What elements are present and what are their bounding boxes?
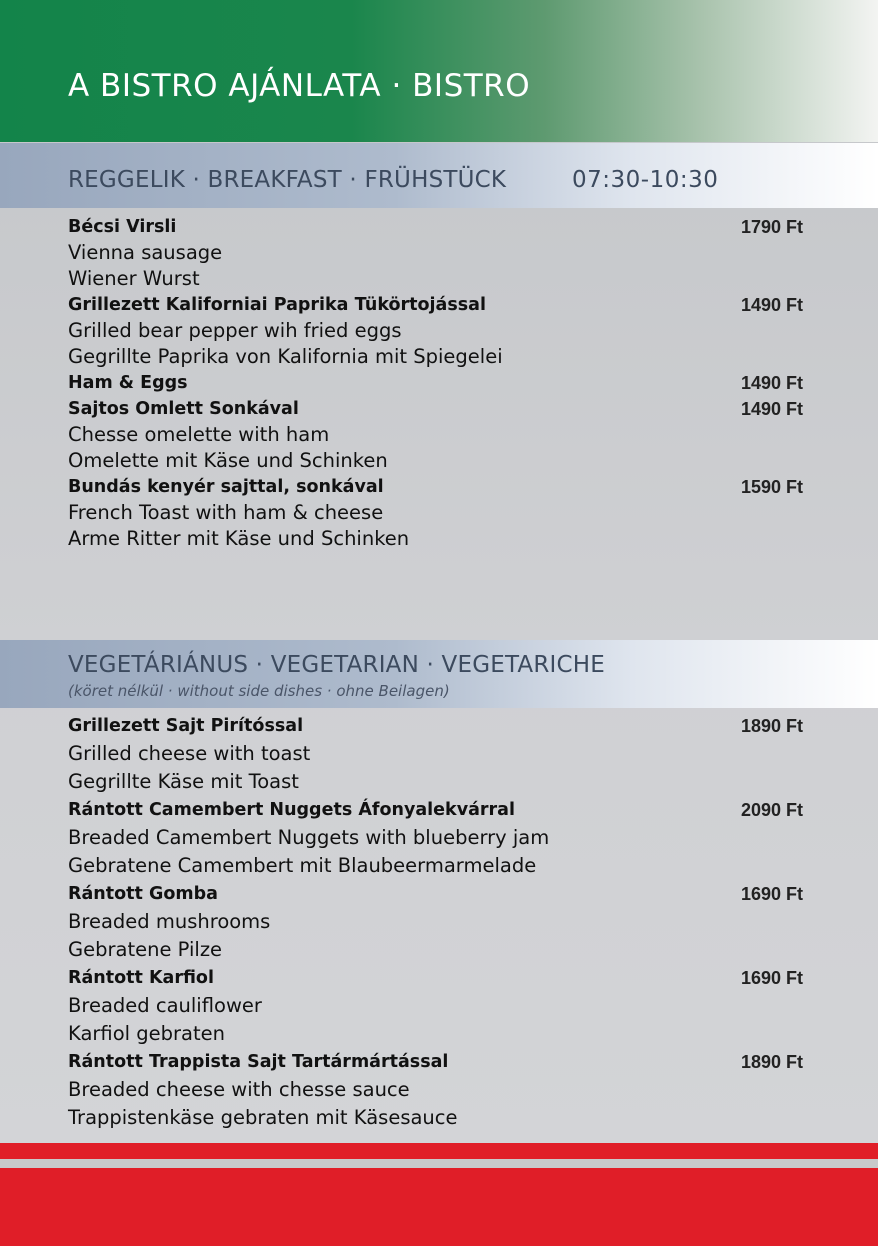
item-name: Rántott Karfiol <box>68 968 214 988</box>
item-name: Grillezett Sajt Pirítóssal <box>68 716 304 736</box>
item-price: 1690 Ft <box>741 884 804 904</box>
item-german: Wiener Wurst <box>68 267 200 290</box>
item-german: Gebratene Pilze <box>68 938 223 961</box>
item-german: Gegrillte Käse mit Toast <box>68 770 299 793</box>
item-price: 1890 Ft <box>741 716 804 736</box>
menu-item <box>68 712 828 796</box>
item-english: Grilled cheese with toast <box>68 742 311 765</box>
item-german: Trappistenkäse gebraten mit Käsesauce <box>68 1106 458 1129</box>
item-german: Omelette mit Käse und Schinken <box>68 449 388 472</box>
item-english: Vienna sausage <box>68 241 223 264</box>
footer-gray-stripe <box>0 1159 878 1168</box>
item-name: Rántott Gomba <box>68 884 218 904</box>
item-name: Rántott Trappista Sajt Tartármártással <box>68 1052 449 1072</box>
menu-item <box>68 1048 828 1132</box>
header-banner <box>0 0 878 142</box>
menu-item <box>68 964 828 1048</box>
item-price: 1790 Ft <box>741 217 804 237</box>
vegetarian-section-note: (köret nélkül · without side dishes · ohne Beilagen) <box>68 682 450 700</box>
item-german: Gegrillte Paprika von Kalifornia mit Spiegelei <box>68 345 503 368</box>
footer-red-stripe <box>0 1143 878 1159</box>
item-english: Chesse omelette with ham <box>68 423 330 446</box>
item-german: Gebratene Camembert mit Blaubeermarmelade <box>68 854 537 877</box>
item-price: 1690 Ft <box>741 968 804 988</box>
item-german: Arme Ritter mit Käse und Schinken <box>68 527 410 550</box>
item-german: Karfiol gebraten <box>68 1022 225 1045</box>
item-name: Rántott Camembert Nuggets Áfonyalekvárral <box>68 800 515 820</box>
breakfast-section-header <box>0 143 878 208</box>
menu-item <box>68 796 828 880</box>
item-price: 2090 Ft <box>741 800 804 820</box>
item-english: Grilled bear pepper wih fried eggs <box>68 319 402 342</box>
item-name: Grillezett Kaliforniai Paprika Tükörtojással <box>68 295 486 315</box>
menu-item <box>68 292 828 370</box>
breakfast-section-title: REGGELIK · BREAKFAST · FRÜHSTÜCK <box>68 167 507 193</box>
menu-item <box>68 214 828 292</box>
item-english: Breaded mushrooms <box>68 910 271 933</box>
item-price: 1490 Ft <box>741 399 804 419</box>
breakfast-menu-list <box>68 214 828 552</box>
item-name: Bundás kenyér sajttal, sonkával <box>68 477 384 497</box>
breakfast-hours: 07:30-10:30 <box>572 167 719 193</box>
item-english: Breaded Camembert Nuggets with blueberry jam <box>68 826 550 849</box>
item-name: Ham & Eggs <box>68 373 188 393</box>
item-name: Bécsi Virsli <box>68 217 177 237</box>
footer-red-band <box>0 1168 878 1246</box>
vegetarian-section-title: VEGETÁRIÁNUS · VEGETARIAN · VEGETARICHE <box>68 652 606 678</box>
menu-item <box>68 474 828 552</box>
menu-item <box>68 370 828 396</box>
menu-item <box>68 396 828 474</box>
item-price: 1590 Ft <box>741 477 804 497</box>
item-price: 1490 Ft <box>741 295 804 315</box>
item-english: Breaded cauliflower <box>68 994 262 1017</box>
vegetarian-section-header <box>0 640 878 708</box>
item-english: French Toast with ham & cheese <box>68 501 384 524</box>
item-name: Sajtos Omlett Sonkával <box>68 399 299 419</box>
page-title: A BISTRO AJÁNLATA · BISTRO <box>68 68 531 104</box>
menu-item <box>68 880 828 964</box>
vegetarian-menu-list <box>68 712 828 1132</box>
item-price: 1890 Ft <box>741 1052 804 1072</box>
item-english: Breaded cheese with chesse sauce <box>68 1078 410 1101</box>
item-price: 1490 Ft <box>741 373 804 393</box>
